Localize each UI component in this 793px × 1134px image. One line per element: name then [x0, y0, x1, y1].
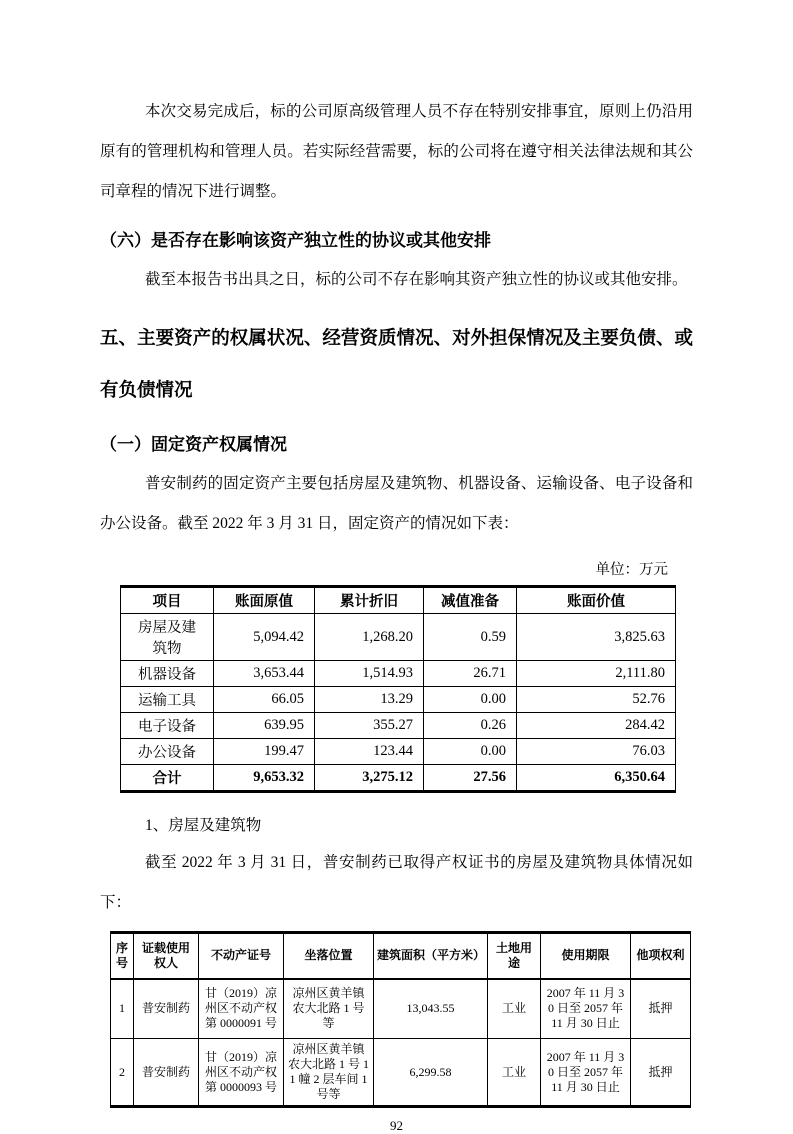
column-header-original-value: 账面原值 [214, 587, 315, 614]
table-cell: 2007 年 11 月 30 日至 2057 年 11 月 30 日止 [541, 979, 631, 1039]
paragraph-fixed-assets-intro: 普安制药的固定资产主要包括房屋及建筑物、机器设备、运输设备、电子设备和办公设备。截至 2022 年 3 月 31 日，固定资产的情况如下表： [100, 475, 693, 532]
table-cell: 凉州区黄羊镇农大北路 1 号 11 幢 2 层车间 1 号等 [284, 1039, 374, 1107]
heading-section-6: （六）是否存在影响该资产独立性的协议或其他安排 [100, 231, 491, 250]
table-cell: 1 [111, 979, 134, 1039]
column-header-certificate-no: 不动产证号 [199, 933, 284, 979]
table-cell: 抵押 [631, 1039, 691, 1107]
table-cell: 9,653.32 [214, 765, 315, 792]
table-cell: 355.27 [315, 713, 424, 739]
heading-section-5: 五、主要资产的权属状况、经营资质情况、对外担保情况及主要负债、或有负债情况 [100, 327, 693, 400]
paragraph-independence: 截至本报告书出具之日，标的公司不存在影响其资产独立性的协议或其他安排。 [145, 271, 688, 288]
unit-label: 单位：万元 [595, 562, 668, 578]
column-header-land-use: 土地用途 [488, 933, 541, 979]
table-cell: 机器设备 [121, 661, 214, 687]
column-header-index: 序号 [111, 933, 134, 979]
table-cell: 普安制药 [134, 1039, 199, 1107]
table-cell: 3,653.44 [214, 661, 315, 687]
table-cell: 普安制药 [134, 979, 199, 1039]
column-header-item: 项目 [121, 587, 214, 614]
table-cell: 0.00 [424, 687, 517, 713]
page-number: 92 [390, 1118, 403, 1133]
column-header-book-value: 账面价值 [517, 587, 676, 614]
column-header-impairment: 减值准备 [424, 587, 517, 614]
table-cell: 76.03 [517, 739, 676, 765]
table-cell: 1,514.93 [315, 661, 424, 687]
table-cell: 0.00 [424, 739, 517, 765]
table-row [121, 687, 676, 713]
table-cell: 甘（2019）凉州区不动产权第 0000093 号 [199, 1039, 284, 1107]
table-cell: 工业 [488, 1039, 541, 1107]
paragraph-management-arrangement: 本次交易完成后，标的公司原高级管理人员不存在特别安排事宜，原则上仍沿用原有的管理机构和管理人员。若实际经营需要，标的公司将在遵守相关法律法规和其公司章程的情况下进行调整。 [100, 103, 693, 200]
table-cell: 26.71 [424, 661, 517, 687]
table-cell: 123.44 [315, 739, 424, 765]
table-cell: 5,094.42 [214, 614, 315, 661]
table-cell: 1,268.20 [315, 614, 424, 661]
table-cell: 0.59 [424, 614, 517, 661]
column-header-use-term: 使用期限 [541, 933, 631, 979]
column-header-location: 坐落位置 [284, 933, 374, 979]
table-cell: 27.56 [424, 765, 517, 792]
table-cell: 66.05 [214, 687, 315, 713]
table-cell: 2,111.80 [517, 661, 676, 687]
table-header-row [111, 933, 691, 979]
table-cell: 2 [111, 1039, 134, 1107]
table-cell: 3,825.63 [517, 614, 676, 661]
table-cell: 13,043.55 [374, 979, 488, 1039]
paragraph-property-intro: 截至 2022 年 3 月 31 日，普安制药已取得产权证书的房屋及建筑物具体情况如下： [100, 854, 693, 911]
table-cell: 13.29 [315, 687, 424, 713]
table-cell: 抵押 [631, 979, 691, 1039]
table-cell: 电子设备 [121, 713, 214, 739]
column-header-depreciation: 累计折旧 [315, 587, 424, 614]
property-table [110, 931, 691, 1108]
table-row [111, 979, 691, 1039]
table-cell: 凉州区黄羊镇农大北路 1 号等 [284, 979, 374, 1039]
table-row [111, 1039, 691, 1107]
table-cell: 2007 年 11 月 30 日至 2057 年 11 月 30 日止 [541, 1039, 631, 1107]
table-cell: 0.26 [424, 713, 517, 739]
table-cell: 3,275.12 [315, 765, 424, 792]
table-cell: 合计 [121, 765, 214, 792]
table-row [121, 661, 676, 687]
table-cell: 房屋及建筑物 [121, 614, 214, 661]
column-header-building-area: 建筑面积（平方米） [374, 933, 488, 979]
table-cell: 工业 [488, 979, 541, 1039]
fixed-assets-table [120, 585, 676, 793]
column-header-rights-holder: 证载使用权人 [134, 933, 199, 979]
table-cell: 52.76 [517, 687, 676, 713]
table-cell: 284.42 [517, 713, 676, 739]
table-row [121, 614, 676, 661]
column-header-other-rights: 他项权利 [631, 933, 691, 979]
table-cell: 甘（2019）凉州区不动产权第 0000091 号 [199, 979, 284, 1039]
table-cell: 运输工具 [121, 687, 214, 713]
table-header-row [121, 587, 676, 614]
table-row [121, 713, 676, 739]
heading-subsection-1: （一）固定资产权属情况 [100, 435, 287, 454]
table-cell: 199.47 [214, 739, 315, 765]
table-total-row [121, 765, 676, 792]
table-cell: 6,350.64 [517, 765, 676, 792]
table-cell: 办公设备 [121, 739, 214, 765]
heading-sub-item-1: 1、房屋及建筑物 [145, 817, 262, 834]
table-row [121, 739, 676, 765]
table-cell: 6,299.58 [374, 1039, 488, 1107]
table-cell: 639.95 [214, 713, 315, 739]
